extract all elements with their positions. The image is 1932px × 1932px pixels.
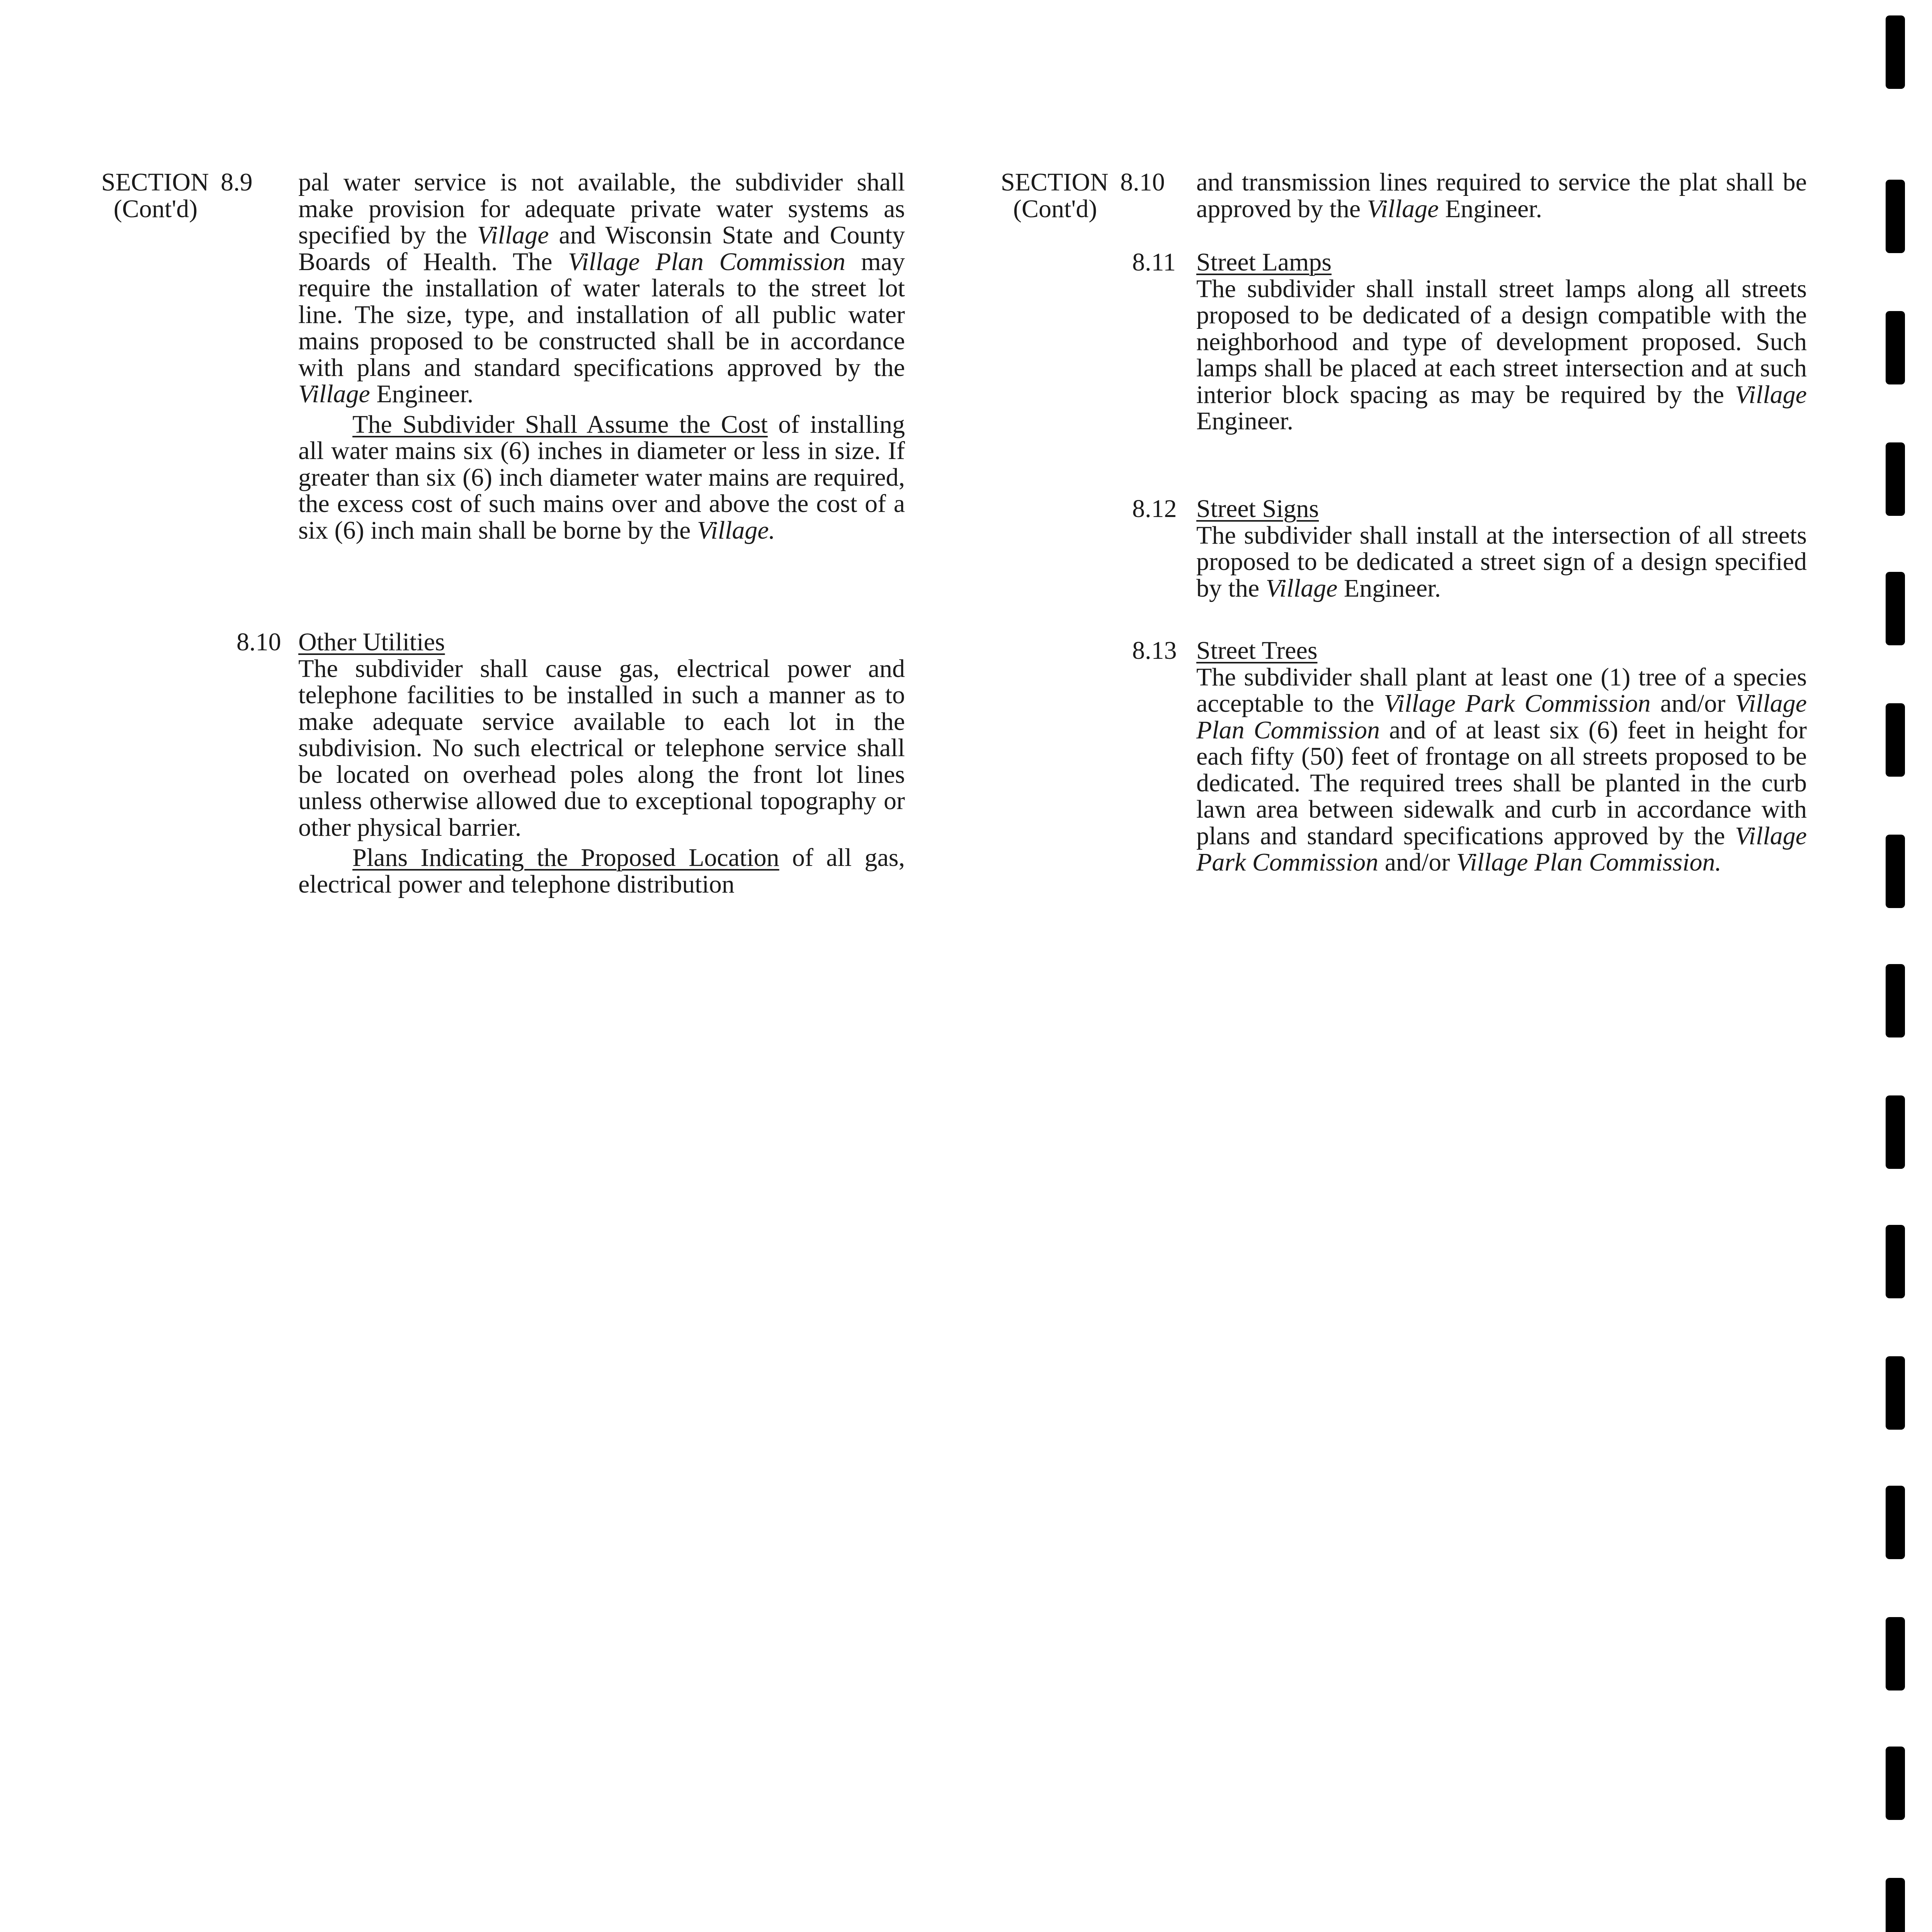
left-section-label bbox=[101, 169, 253, 222]
village-plan-commission-italic: Village Plan Commission bbox=[568, 247, 845, 276]
section-8-10-paragraph-1: The subdivider shall cause gas, electrical power and telephone facilities to be installed in such a manner as to make adequate service available to each lot in the subdivision. No such electrical or telephone service shall be located on overhead poles along the front lot lines unless otherwise allowed due to exceptional topography or other physical barrier. bbox=[298, 654, 905, 842]
binder-hole-icon bbox=[1886, 1878, 1905, 1932]
left-section-number: 8.9 bbox=[221, 168, 253, 196]
section-8-10-number: 8.10 bbox=[236, 628, 281, 656]
right-contd: (Cont'd) bbox=[1013, 194, 1097, 223]
binder-hole-icon bbox=[1886, 964, 1905, 1037]
other-utilities-heading: Other Utilities bbox=[298, 628, 445, 656]
left-contd: (Cont'd) bbox=[114, 194, 198, 223]
section-8-10-block bbox=[298, 629, 905, 898]
section-8-12-number: 8.12 bbox=[1132, 495, 1177, 523]
section-8-10-continued: and transmission lines required to service the plat shall be approved by the Village Engineer. bbox=[1196, 168, 1807, 223]
section-8-12-block bbox=[1196, 496, 1807, 602]
section-8-10-paragraph-2: Plans Indicating the Proposed Location of all gas, electrical power and telephone distribution bbox=[298, 844, 905, 898]
section-8-13-number: 8.13 bbox=[1132, 636, 1177, 665]
right-section-number: 8.10 bbox=[1120, 168, 1165, 196]
assume-cost-heading: The Subdivider Shall Assume the Cost bbox=[352, 410, 768, 439]
village-italic: Village bbox=[477, 221, 549, 249]
street-trees-heading: Street Trees bbox=[1196, 636, 1318, 665]
section-8-13-paragraph: The subdivider shall plant at least one (1) tree of a species acceptable to the Village Park Commission and/or Village Plan Commission and of at least six (6) feet in height for each fifty (50) feet of frontage on all streets proposed to be dedicated. The required trees shall be planted in the curb lawn area between sidewalk and curb in accordance with plans and standard specifications approved by the Village Park Commission and/or Village Plan Commission. bbox=[1196, 663, 1807, 876]
section-8-13-block bbox=[1196, 638, 1807, 876]
binder-hole-icon bbox=[1886, 835, 1905, 908]
section-8-11-number: 8.11 bbox=[1132, 248, 1176, 276]
binder-hole-icon bbox=[1886, 1225, 1905, 1298]
binder-hole-icon bbox=[1886, 442, 1905, 516]
plans-location-heading: Plans Indicating the Proposed Location bbox=[352, 844, 779, 872]
binder-hole-icon bbox=[1886, 1747, 1905, 1820]
right-column-8-10-cont bbox=[1196, 169, 1807, 222]
binder-hole-icon bbox=[1886, 1095, 1905, 1169]
section-8-9-paragraph-2: The Subdivider Shall Assume the Cost of installing all water mains six (6) inches in diameter or less in size. If greater than six (6) inch diameter water mains are required, the excess cost of such mains over and above the cost of a six (6) inch main shall be borne by the Village. bbox=[298, 410, 905, 544]
street-lamps-heading: Street Lamps bbox=[1196, 248, 1332, 276]
binder-hole-icon bbox=[1886, 1617, 1905, 1690]
left-column bbox=[298, 169, 905, 544]
right-section-label bbox=[1001, 169, 1165, 222]
section-8-11-block bbox=[1196, 249, 1807, 435]
section-8-11-paragraph: The subdivider shall install street lamps along all streets proposed to be dedicated of a design compatible with the neighborhood and type of development proposed. Such lamps shall be placed at each street intersection and at such interior block spacing as may be required by the Village Engineer. bbox=[1196, 274, 1807, 435]
binder-hole-icon bbox=[1886, 180, 1905, 253]
binder-hole-icon bbox=[1886, 1486, 1905, 1559]
binder-hole-icon bbox=[1886, 311, 1905, 384]
section-8-9-paragraph-1: pal water service is not available, the subdivider shall make provision for adequate private water systems as specified by the Village and Wisconsin State and County Boards of Health. The Village Plan Commission may require the installation of water laterals to the street lot line. The size, type, and installation of all public water mains proposed to be constructed shall be in accordance with plans and standard specifications approved by the Village Engineer. bbox=[298, 168, 905, 408]
left-section-word: SECTION bbox=[101, 168, 209, 196]
right-section-word: SECTION bbox=[1001, 168, 1109, 196]
section-8-12-paragraph: The subdivider shall install at the intersection of all streets proposed to be dedicated a street sign of a design specified by the Village Engineer. bbox=[1196, 521, 1807, 602]
binder-hole-icon bbox=[1886, 15, 1905, 89]
binder-hole-icon bbox=[1886, 1356, 1905, 1430]
street-signs-heading: Street Signs bbox=[1196, 495, 1319, 523]
binder-hole-icon bbox=[1886, 572, 1905, 645]
binder-hole-icon bbox=[1886, 703, 1905, 777]
